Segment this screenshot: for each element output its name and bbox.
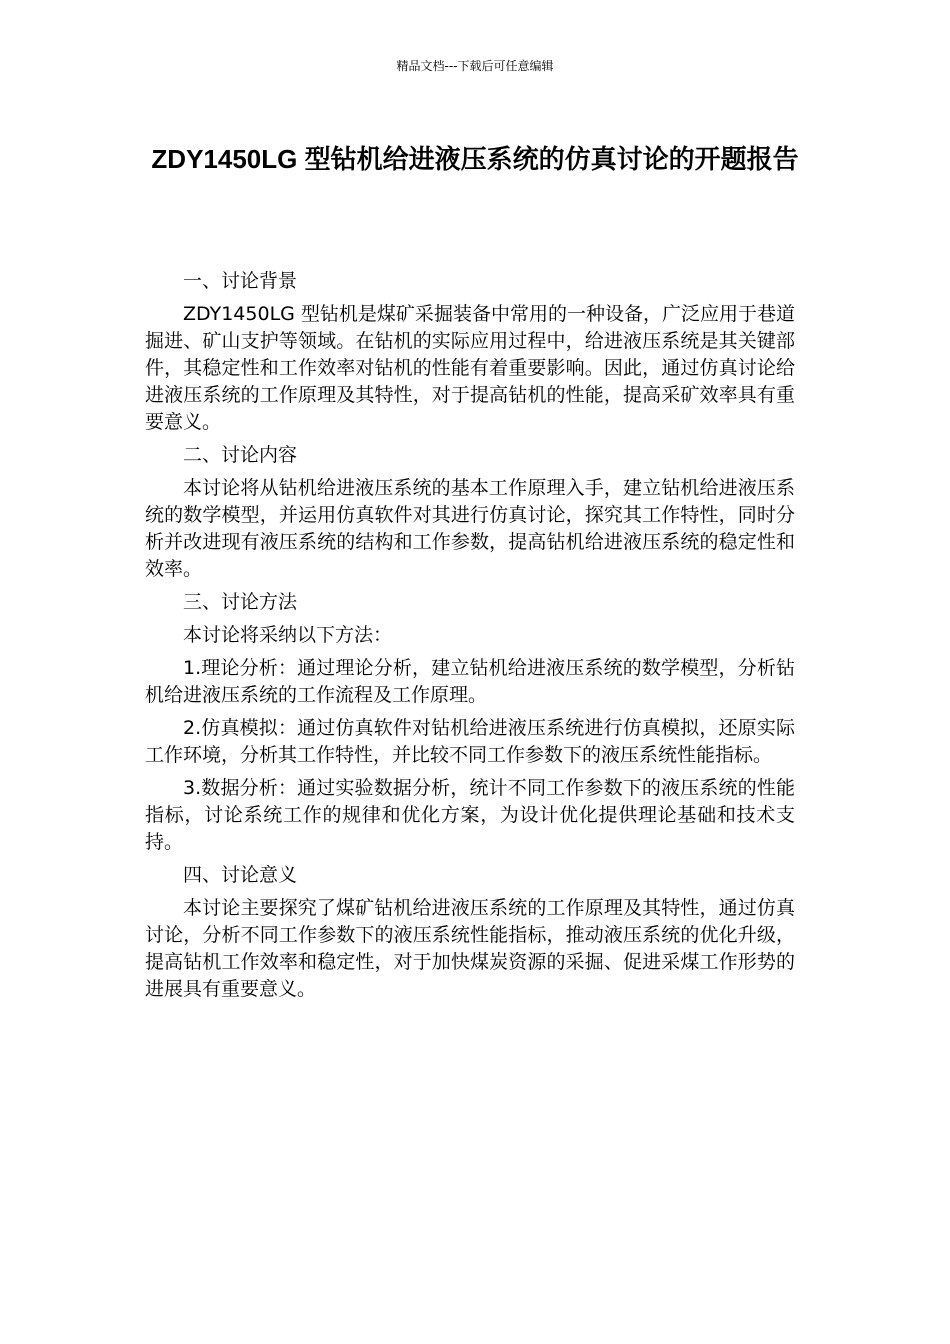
section-heading-background: 一、讨论背景 <box>183 270 298 292</box>
paragraph-significance: 本讨论主要探究了煤矿钻机给进液压系统的工作原理及其特性，通过仿真讨论，分析不同工作参数下的液压系统性能指标，推动液压系统的优化升级，提高钻机工作效率和稳定性，对于加快煤炭资源的采掘、促进采煤工作形势的进展具有重要意义。 <box>145 897 795 1000</box>
paragraph-content: 本讨论将从钻机给进液压系统的基本工作原理入手，建立钻机给进液压系统的数学模型，并运用仿真软件对其进行仿真讨论，探究其工作特性，同时分析并改进现有液压系统的结构和工作参数，提高钻机给进液压系统的稳定性和效率。 <box>145 477 795 580</box>
document-body <box>145 268 795 1009</box>
paragraph-method-data: 3.数据分析：通过实验数据分析，统计不同工作参数下的液压系统的性能指标，讨论系统工作的规律和优化方案，为设计优化提供理论基础和技术支持。 <box>145 777 795 853</box>
paragraph-method-intro: 本讨论将采纳以下方法： <box>183 624 393 646</box>
section-heading-significance: 四、讨论意义 <box>183 864 298 886</box>
section-heading-method: 三、讨论方法 <box>183 591 298 613</box>
paragraph-background: ZDY1450LG 型钻机是煤矿采掘装备中常用的一种设备，广泛应用于巷道掘进、矿山支护等领域。在钻机的实际应用过程中，给进液压系统是其关键部件，其稳定性和工作效率对钻机的性能有着重要影响。因此，通过仿真讨论给进液压系统的工作原理及其特性，对于提高钻机的性能，提高采矿效率具有重要意义。 <box>145 303 795 433</box>
section-heading-content: 二、讨论内容 <box>183 444 298 466</box>
page-header: 精品文档---下载后可任意编辑 <box>396 59 554 73</box>
document-title: ZDY1450LG 型钻机给进液压系统的仿真讨论的开题报告 <box>151 144 799 174</box>
paragraph-method-simulation: 2.仿真模拟：通过仿真软件对钻机给进液压系统进行仿真模拟，还原实际工作环境，分析其工作特性，并比较不同工作参数下的液压系统性能指标。 <box>145 717 795 766</box>
paragraph-method-theory: 1.理论分析：通过理论分析，建立钻机给进液压系统的数学模型，分析钻机给进液压系统的工作流程及工作原理。 <box>145 657 795 706</box>
